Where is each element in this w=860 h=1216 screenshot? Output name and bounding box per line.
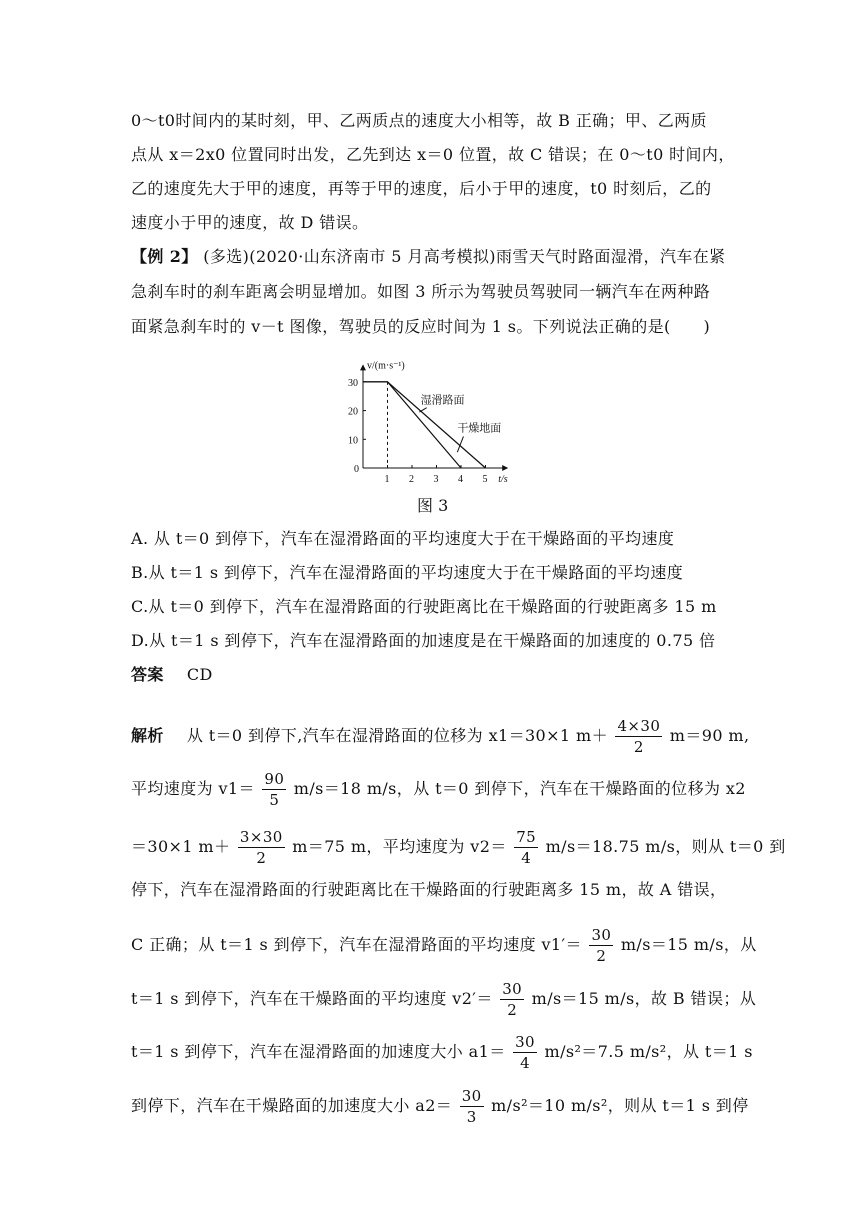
para1-line1: 0～t0时间内的某时刻，甲、乙两质点的速度大小相等，故 B 正确；甲、乙两质	[131, 111, 707, 130]
analysis-line2	[131, 769, 746, 809]
analysis-text-1a: 从 t＝0 到停下,汽车在湿滑路面的位移为 x1＝30×1 m＋	[186, 726, 608, 745]
analysis-text-5b: m/s＝15 m/s，从	[620, 935, 757, 954]
option-d: D.从 t＝1 s 到停下，汽车在湿滑路面的加速度是在干燥路面的加速度的 0.75 倍	[131, 631, 716, 650]
analysis-line7	[131, 1032, 753, 1072]
fraction-30-over-2-b: $\frac{30}{2}$	[502, 980, 523, 1019]
analysis-line5	[131, 925, 757, 965]
para1-line2: 点从 x＝2x0 位置同时出发，乙先到达 x＝0 位置，故 C 错误；在 0～t0 时间内，	[131, 145, 735, 164]
x-tick-label: 3	[433, 474, 439, 485]
example-line1	[131, 246, 731, 268]
x-axis-label: t/s	[498, 474, 508, 485]
analysis-text-8a: 到停下，汽车在干燥路面的加速度大小 a2＝	[131, 1096, 453, 1115]
analysis-line4: 停下，汽车在湿滑路面的行驶距离比在干燥路面的行驶距离多 15 m，故 A 错误，	[131, 880, 727, 899]
y-tick-label: 30	[348, 377, 358, 389]
analysis-text-8b: m/s²＝10 m/s²，则从 t＝1 s 到停	[491, 1096, 749, 1115]
series-label-dry: 干燥地面	[457, 422, 502, 435]
analysis-text-6b: m/s＝15 m/s，故 B 错误；从	[531, 989, 757, 1008]
analysis-text-1b: m＝90 m,	[669, 726, 750, 745]
analysis-line8	[131, 1086, 749, 1126]
series-label-wet-leader	[419, 408, 426, 412]
fraction-30-over-3: $\frac{30}{3}$	[461, 1087, 482, 1126]
example-line3: 面紧急刹车时的 v－t 图像，驾驶员的反应时间为 1 s。下列说法正确的是( )	[131, 317, 711, 336]
para1-line3: 乙的速度先大于甲的速度，再等于甲的速度，后小于甲的速度，t0 时刻后，乙的	[131, 179, 712, 198]
series-label-wet: 湿滑路面	[420, 394, 465, 407]
x-tick-label: 4	[458, 474, 463, 485]
analysis-text-2a: 平均速度为 v1＝	[131, 779, 255, 798]
fraction-75-over-4: $\frac{75}{4}$	[516, 828, 537, 867]
option-c: C.从 t＝0 到停下，汽车在湿滑路面的行驶距离比在干燥路面的行驶距离多 15 m	[131, 597, 717, 616]
example-line2: 急刹车时的刹车距离会明显增加。如图 3 所示为驾驶员驾驶同一辆汽车在两种路	[131, 282, 711, 301]
fraction-3x30-over-2: $\frac{3\times 30}{2}$	[239, 828, 283, 867]
analysis-text-2b: m/s＝18 m/s，从 t＝0 到停下，汽车在干燥路面的位移为 x2	[293, 779, 746, 798]
x-axis-arrow	[502, 465, 508, 471]
para1-line4: 速度小于甲的速度，故 D 错误。	[131, 213, 369, 232]
fraction-4x30-over-2: $\frac{4\times 30}{2}$	[617, 717, 661, 756]
option-b: B.从 t＝1 s 到停下，汽车在湿滑路面的平均速度大于在干燥路面的平均速度	[131, 563, 684, 582]
analysis-text-6a: t＝1 s 到停下，汽车在干燥路面的平均速度 v2′＝	[131, 989, 493, 1008]
analysis-line1	[131, 716, 750, 756]
y-axis-label: v/(m·s⁻¹)	[367, 360, 405, 372]
y-axis-arrow	[360, 364, 366, 370]
answer-label: 答案	[131, 665, 164, 684]
fraction-90-over-5: $\frac{90}{5}$	[264, 770, 285, 809]
analysis-text-3b: m＝75 m，平均速度为 v2＝	[292, 837, 507, 856]
analysis-text-7b: m/s²＝7.5 m/s²，从 t＝1 s	[544, 1042, 753, 1061]
example-tag: 【例 2】	[131, 247, 198, 266]
y-tick-label: 10	[348, 435, 358, 447]
analysis-text-3a: ＝30×1 m＋	[131, 837, 231, 856]
analysis-line3	[131, 827, 786, 867]
fraction-30-over-4: $\frac{30}{4}$	[515, 1033, 535, 1072]
x-tick-label: 1	[384, 474, 390, 485]
y-tick-label: 0	[354, 464, 359, 475]
analysis-text-5a: C 正确；从 t＝1 s 到停下，汽车在湿滑路面的平均速度 v1′＝	[131, 935, 582, 954]
answer-line	[131, 664, 731, 686]
analysis-text-3c: m/s＝18.75 m/s，则从 t＝0 到	[545, 837, 786, 856]
figure-caption: 图 3	[417, 496, 449, 515]
answer-value: CD	[186, 665, 213, 684]
example-text-1: (多选)(2020·山东济南市 5 月高考模拟)雨雪天气时路面湿滑，汽车在紧	[203, 247, 726, 266]
analysis-label: 解析	[131, 726, 164, 745]
fraction-30-over-2-a: $\frac{30}{2}$	[591, 926, 612, 965]
option-a: A. 从 t＝0 到停下，汽车在湿滑路面的平均速度大于在干燥路面的平均速度	[131, 529, 675, 548]
x-tick-label: 5	[482, 474, 488, 485]
vt-chart	[330, 352, 520, 488]
y-tick-label: 20	[348, 406, 358, 418]
analysis-line6	[131, 979, 757, 1019]
x-tick-label: 2	[409, 474, 414, 485]
analysis-text-7a: t＝1 s 到停下，汽车在湿滑路面的加速度大小 a1＝	[131, 1042, 506, 1061]
